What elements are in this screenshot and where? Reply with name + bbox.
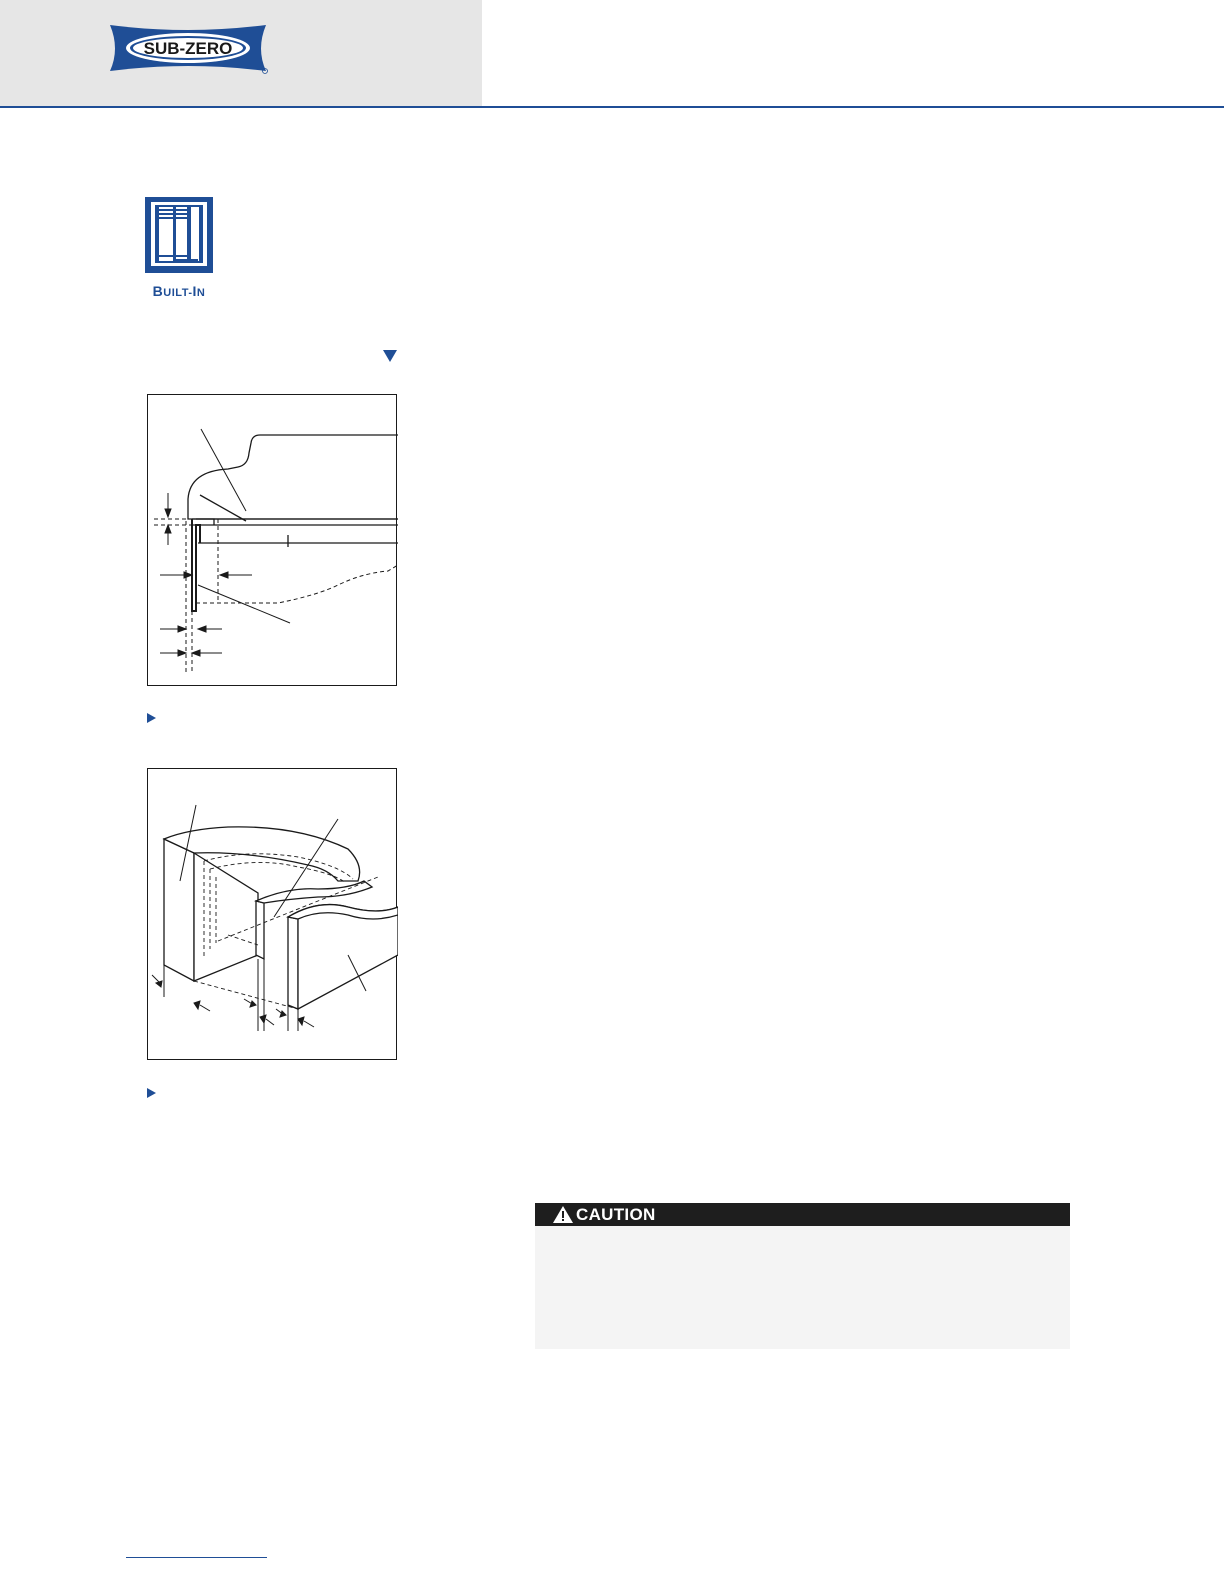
logo-wordmark: SUB-ZERO [143, 39, 233, 58]
caution-box [535, 1203, 1070, 1349]
figure-caption-pointer-icon [147, 1088, 156, 1098]
warning-triangle-icon [553, 1206, 573, 1223]
footer-rule [126, 1557, 267, 1558]
figure-top-view-clearance [147, 394, 397, 686]
sub-zero-logo [106, 23, 270, 75]
figure-caption-pointer-icon [147, 713, 156, 723]
section-down-triangle-icon [383, 350, 397, 362]
built-in-label: BUILT-IN [152, 283, 206, 299]
caution-header-bar [535, 1203, 1070, 1226]
caution-label: CAUTION [576, 1204, 656, 1224]
built-in-icon [145, 197, 213, 273]
figure-panel-isometric [147, 768, 397, 1060]
header-rule [0, 106, 1224, 108]
